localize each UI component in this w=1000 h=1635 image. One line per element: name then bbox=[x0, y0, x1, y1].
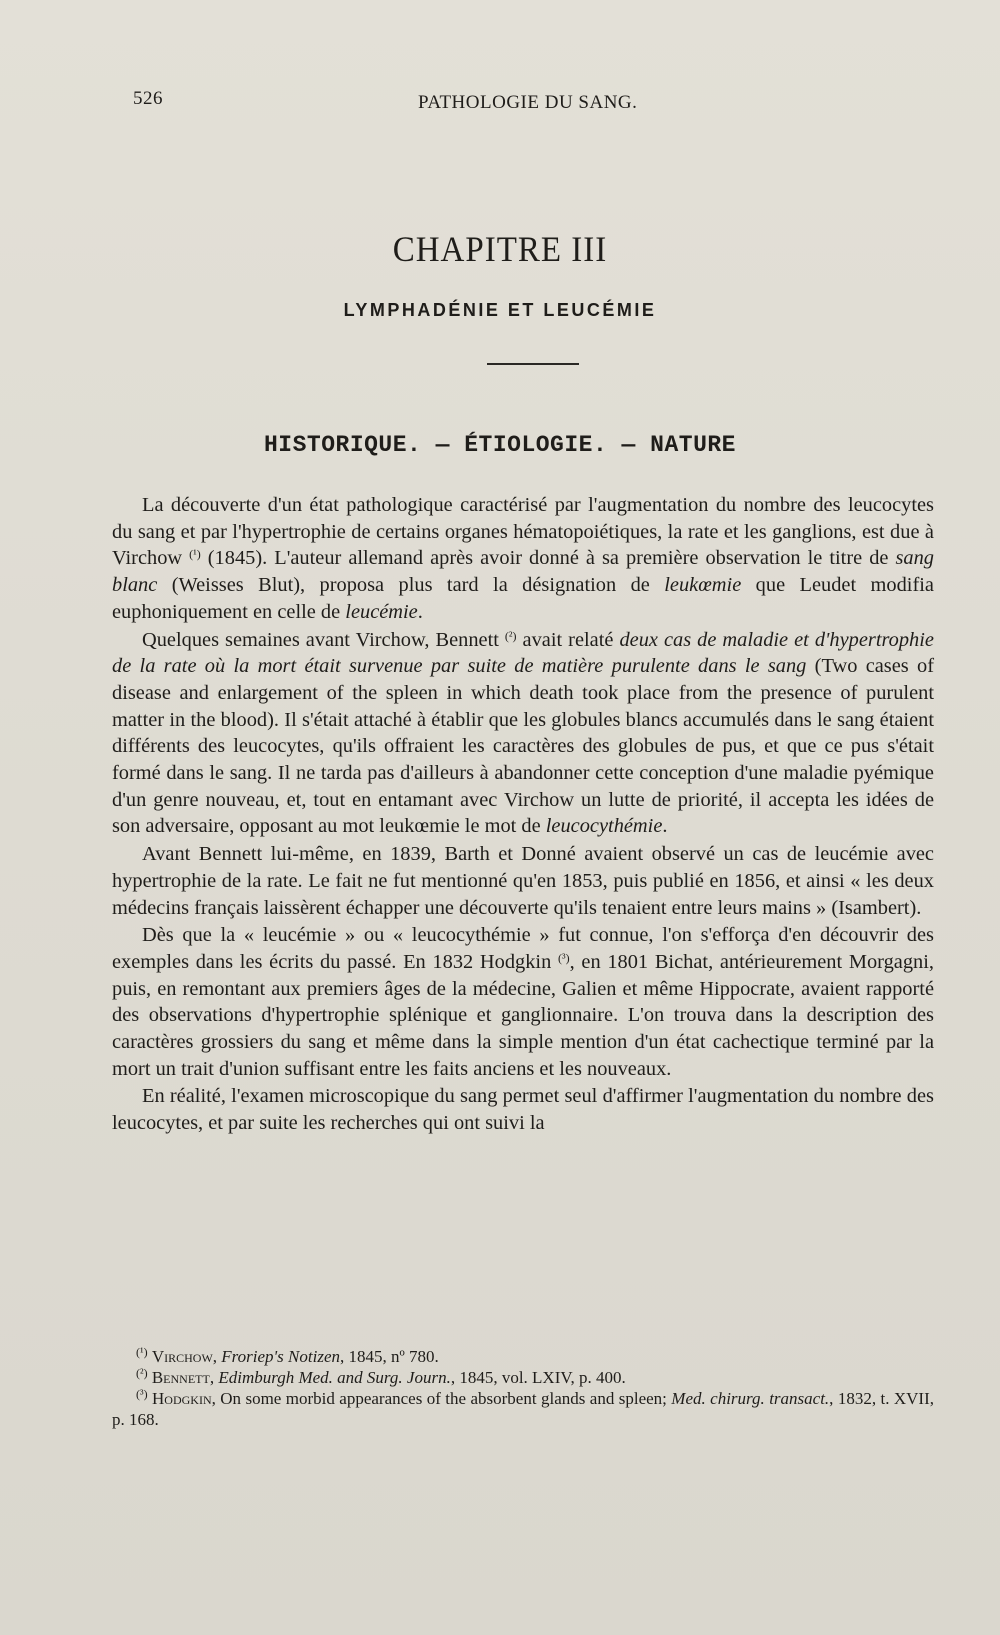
footnote-title: Edimburgh Med. and Surg. Journ. bbox=[218, 1368, 451, 1387]
p1-text-d: que Leudet modifia euphoniquement en celle de bbox=[112, 574, 934, 623]
footnote-1: $^{(^1)}$ Virchow, Froriep's Notizen, 1845, nº 780. bbox=[136, 1345, 439, 1366]
footnote-text: , On some morbid appearances of the absorbent glands and spleen; bbox=[211, 1389, 672, 1408]
body-text bbox=[112, 492, 934, 1137]
section-divider bbox=[487, 363, 579, 365]
footnote-title: Froriep's Notizen bbox=[221, 1347, 340, 1366]
footnote-details: , 1832, t. XVII, p. 168. bbox=[112, 1389, 934, 1429]
footnote-author: Hodgkin bbox=[152, 1389, 212, 1408]
chapter-subtitle: LYMPHADÉNIE ET LEUCÉMIE bbox=[343, 300, 657, 320]
p4-text-b: , en 1801 Bichat, antérieurement Morgagni, puis, en remontant aux premiers âges de la médecine, Galien et même Hippocrate, avaient rapporté des observations d'hypertrophie splénique et ganglionnaire. L'on trouva dans la description des caractères grossiers du sang et même dans la simple mention d'un état cachectique terminé par la mort un trait d'union suffisant entre les faits anciens et les nouveaux. bbox=[112, 950, 934, 1080]
footnote-ref-2: (²) bbox=[504, 628, 517, 643]
p1-text-c: (Weisses Blut), proposa plus tard la désignation de bbox=[157, 574, 665, 597]
p1-emphasis-leukoemie: leukœmie bbox=[664, 574, 742, 597]
footnote-author: Bennett bbox=[151, 1368, 210, 1387]
chapter-title: CHAPITRE III bbox=[392, 230, 608, 270]
p2-emphasis-leucocythemie: leucocythémie bbox=[545, 815, 663, 838]
paragraph-2 bbox=[112, 627, 934, 841]
p4-text-a: Dès que la « leucémie » ou « leucocythémie » fut connue, l'on s'efforça d'en découvrir des exemples dans les écrits du passé. En 1832 Hodgkin bbox=[112, 924, 934, 973]
paragraph-3: Avant Bennett lui-même, en 1839, Barth et Donné avaient observé un cas de leucémie avec hypertrophie de la rate. Le fait ne fut mentionné qu'en 1853, puis publié en 1856, et ainsi « les deux médecins français laissèrent échapper une découverte qu'ils tenaient entre leurs mains » (Isambert). bbox=[112, 843, 934, 919]
footnote-details: , 1845, nº 780. bbox=[340, 1347, 439, 1366]
paragraph-1 bbox=[112, 492, 934, 626]
footnote-mark: (³) bbox=[136, 1387, 148, 1401]
p2-emphasis-title: deux cas de maladie et d'hypertrophie de la rate où la mort était survenue par suite de matière purulente dans le sang bbox=[112, 628, 934, 678]
p1-text-a: La découverte d'un état pathologique caractérisé par l'augmentation du nombre des leucocytes du sang et par l'hypertrophie de certains organes hématopoiétiques, la rate et les ganglions, est due à Virchow bbox=[112, 494, 934, 570]
p1-text-b: (1845). L'auteur allemand après avoir donné à sa première observation le titre de bbox=[200, 547, 896, 570]
footnote-details: , 1845, vol. LXIV, p. 400. bbox=[450, 1368, 626, 1387]
p1-emphasis-sang-blanc: sang blanc bbox=[112, 547, 934, 597]
footnote-2: $^{(^2)}$ Bennett, Edimburgh Med. and Surg. Journ., 1845, vol. LXIV, p. 400. bbox=[136, 1366, 626, 1387]
p2-text-a: Quelques semaines avant Virchow, Bennett bbox=[142, 628, 505, 651]
page-number: 526 bbox=[133, 88, 163, 109]
footnote-author: Virchow bbox=[151, 1347, 213, 1366]
footnote-title: Med. chirurg. transact. bbox=[671, 1389, 830, 1408]
running-title: PATHOLOGIE DU SANG. bbox=[418, 92, 638, 113]
footnote-ref-3: (³) bbox=[558, 950, 570, 965]
footnote-3 bbox=[112, 1388, 934, 1430]
p1-emphasis-leucemie: leucémie bbox=[345, 600, 418, 623]
p2-text-b: avait relaté bbox=[516, 628, 620, 651]
paragraph-5: En réalité, l'examen microscopique du sang permet seul d'affirmer l'augmentation du nombre des leucocytes, et par suite les recherches qui ont suivi la bbox=[112, 1085, 934, 1135]
paragraph-4 bbox=[112, 922, 934, 1082]
p1-text-e: . bbox=[417, 600, 423, 623]
footnote-mark: (¹) bbox=[136, 1345, 148, 1359]
p2-text-d: . bbox=[662, 815, 668, 838]
footnote-mark: (²) bbox=[136, 1366, 148, 1380]
footnotes bbox=[112, 1346, 934, 1430]
section-heading: HISTORIQUE. — ÉTIOLOGIE. — NATURE bbox=[264, 432, 736, 458]
footnote-ref-1: (¹) bbox=[189, 547, 201, 562]
running-head bbox=[133, 88, 923, 118]
p2-text-c: (Two cases of disease and enlargement of the spleen in which death took place from the presence of purulent matter in the blood). Il s'était attaché à établir que les globules blancs accumulés dans le sang étaient différents des leucocytes, qu'ils offraient les caractères des globules de pus, et que ce pus s'était formé dans le sang. Il ne tarda pas d'ailleurs à abandonner cette conception d'une maladie pyémique d'un genre nouveau, et, tout en entamant avec Virchow un lutte de priorité, il accepta les idées de son adversaire, opposant au mot leukœmie le mot de bbox=[112, 655, 934, 838]
